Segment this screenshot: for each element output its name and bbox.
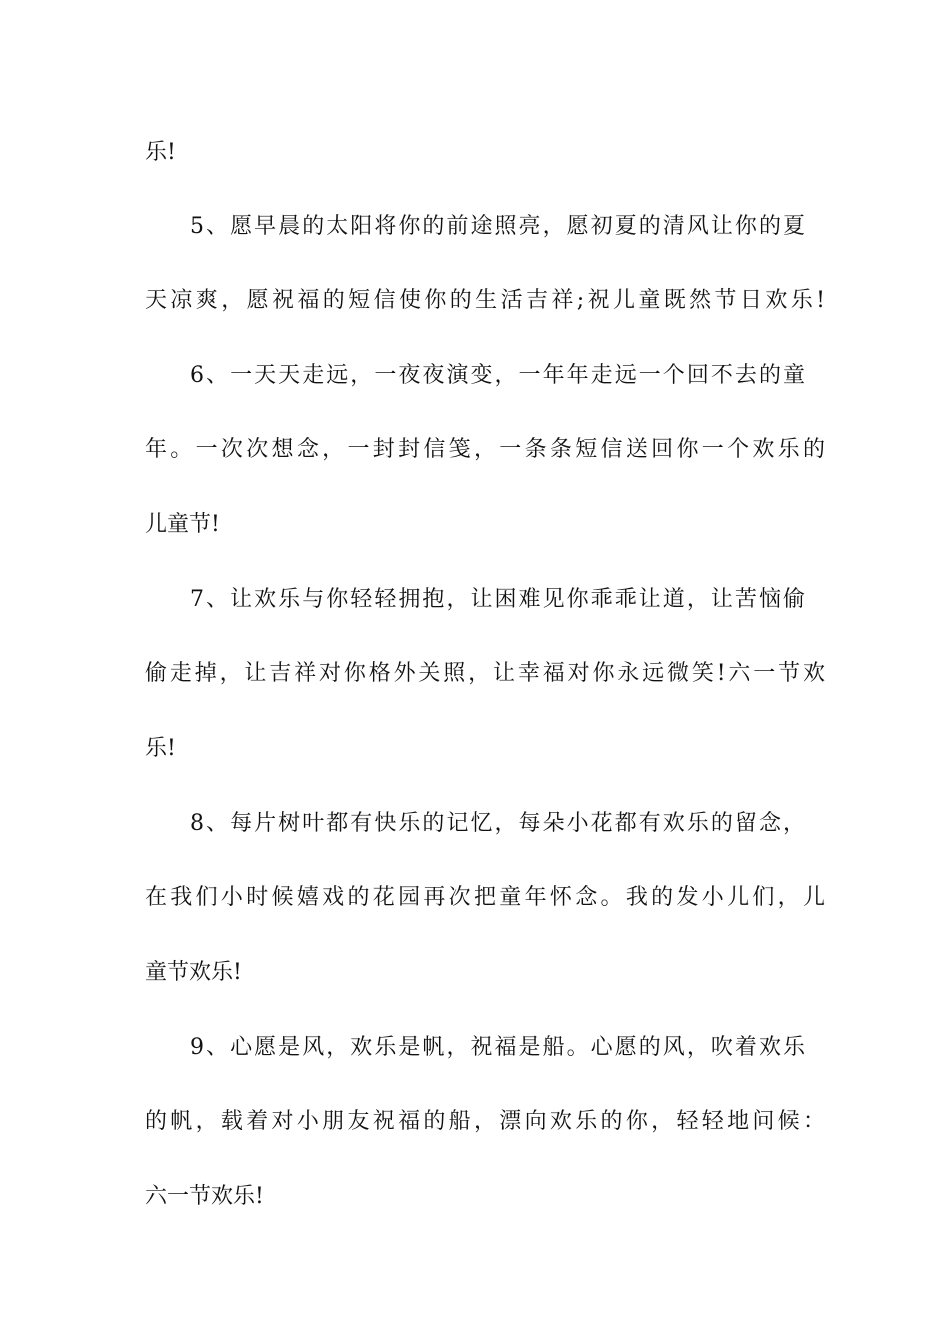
paragraph-9-line-3: 六一节欢乐! xyxy=(145,1184,264,1209)
paragraph-8-line-3: 童节欢乐! xyxy=(145,960,242,985)
paragraph-7-line-1: 7、让欢乐与你轻轻拥抱，让困难见你乖乖让道，让苦恼偷 xyxy=(190,587,805,612)
paragraph-7-line-2: 偷走掉，让吉祥对你格外关照，让幸福对你永远微笑!六一节欢 xyxy=(145,661,825,686)
paragraph-7-line-3: 乐! xyxy=(145,736,176,761)
paragraph-8-line-2: 在我们小时候嬉戏的花园再次把童年怀念。我的发小儿们，儿 xyxy=(145,885,825,910)
text-line: 乐! xyxy=(145,140,176,165)
paragraph-6-line-3: 儿童节! xyxy=(145,512,220,537)
paragraph-9-line-1: 9、心愿是风，欢乐是帆，祝福是船。心愿的风，吹着欢乐 xyxy=(190,1035,805,1060)
paragraph-5-line-2: 天凉爽，愿祝福的短信使你的生活吉祥;祝儿童既然节日欢乐! xyxy=(145,288,825,313)
paragraph-5-line-1: 5、愿早晨的太阳将你的前途照亮，愿初夏的清风让你的夏 xyxy=(190,214,805,239)
paragraph-6-line-1: 6、一天天走远，一夜夜演变，一年年走远一个回不去的童 xyxy=(190,363,805,388)
paragraph-6-line-2: 年。一次次想念，一封封信笺，一条条短信送回你一个欢乐的 xyxy=(145,437,825,462)
paragraph-8-line-1: 8、每片树叶都有快乐的记忆，每朵小花都有欢乐的留念， xyxy=(190,811,805,836)
paragraph-9-line-2: 的帆，载着对小朋友祝福的船，漂向欢乐的你，轻轻地问候： xyxy=(145,1109,825,1134)
